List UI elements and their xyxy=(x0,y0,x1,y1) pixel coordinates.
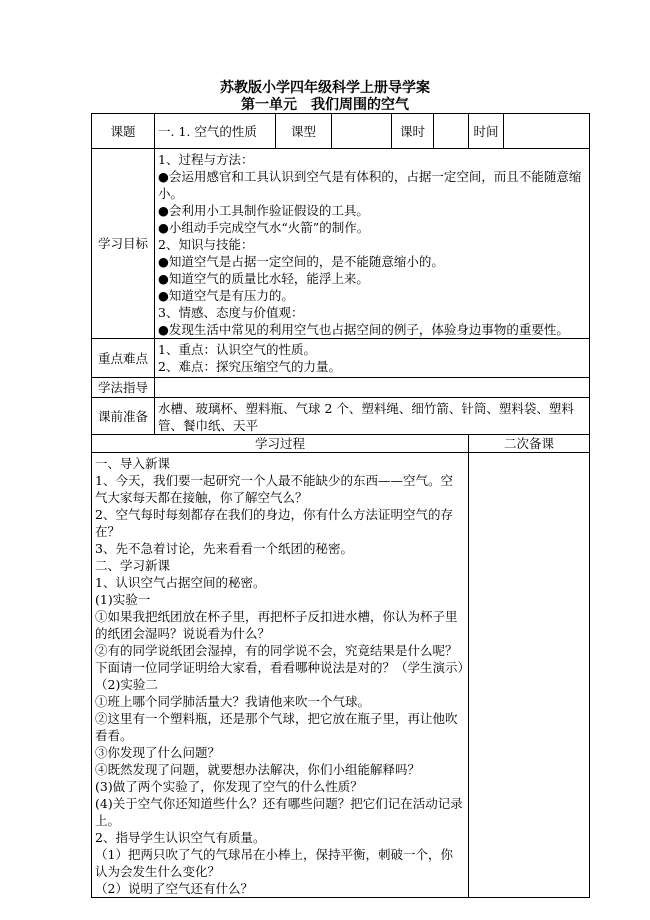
process-line: 一、导入新课 xyxy=(95,456,171,471)
process-header: 学习过程 xyxy=(92,435,469,453)
period-label: 课时 xyxy=(392,114,434,149)
process-line: (1)实验一 xyxy=(95,592,151,607)
period-value xyxy=(434,114,469,149)
goals-line: 3、情感、态度与价值观： xyxy=(158,305,304,320)
process-line: 二、学习新课 xyxy=(95,558,171,573)
lesson-info-row xyxy=(92,114,590,149)
process-line: 2、指导学生认识空气有质量。 xyxy=(95,830,266,845)
goals-label: 学习目标 xyxy=(92,149,155,339)
goals-line: ●小组动手完成空气水“火箭”的制作。 xyxy=(158,220,370,235)
process-line: 2、空气每时每刻都存在我们的身边，你有什么方法证明空气的存在？ xyxy=(95,507,453,539)
process-line: （2）说明了空气还有什么？ xyxy=(95,881,253,896)
time-label: 时间 xyxy=(469,114,504,149)
goals-line: ●知道空气是占据一定空间的，是不能随意缩小的。 xyxy=(158,254,444,269)
goals-line: ●会运用感官和工具认识到空气是有体积的，占据一定空间，而且不能随意缩小。 xyxy=(158,169,582,201)
method-row xyxy=(92,378,590,398)
method-label: 学法指导 xyxy=(92,378,155,398)
keypoints-row xyxy=(92,339,590,378)
process-line: ②这里有一个塑料瓶，还是那个气球，把它放在瓶子里，再让他吹看看。 xyxy=(95,711,458,743)
goals-line: 2、知识与技能： xyxy=(158,237,254,252)
second-prep-header: 二次备课 xyxy=(469,435,590,453)
process-line: ①如果我把纸团放在杯子里，再把杯子反扣进水槽，你认为杯子里的纸团会湿吗？说说看为什么？ xyxy=(95,609,458,641)
prep-label: 课前准备 xyxy=(92,398,155,435)
keypoint-line: 1、重点：认识空气的性质。 xyxy=(158,342,316,357)
prep-row xyxy=(92,398,590,435)
topic-label: 课题 xyxy=(92,114,155,149)
process-content-row xyxy=(92,453,590,898)
goals-line: ●发现生活中常见的利用空气也占据空间的例子，体验身边事物的重要性。 xyxy=(158,322,569,337)
process-line: ①班上哪个同学肺活量大？我请他来吹一个气球。 xyxy=(95,694,371,709)
process-line: 3、先不急着讨论，先来看看一个纸团的秘密。 xyxy=(95,541,353,556)
process-line: （1）把两只吹了气的气球吊在小棒上，保持平衡，刺破一个，你认为会发生什么变化？ xyxy=(95,847,453,879)
process-line: （2)实验二 xyxy=(95,677,158,692)
goals-line: ●知道空气的质量比水轻，能浮上来。 xyxy=(158,271,369,286)
process-line: ③你发现了什么问题？ xyxy=(95,745,221,760)
goals-line: 1、过程与方法： xyxy=(158,152,254,167)
process-line: 1、认识空气占据空间的秘密。 xyxy=(95,575,266,590)
lesson-type-value xyxy=(332,114,392,149)
keypoints-label: 重点难点 xyxy=(92,339,155,378)
lesson-plan-table xyxy=(91,113,590,898)
prep-value: 水槽、玻璃杯、塑料瓶、气球 2 个、塑料绳、细竹箭、针筒、塑料袋、塑料管、餐巾纸、天平 xyxy=(155,398,590,435)
keypoint-line: 2、难点：探究压缩空气的力量。 xyxy=(158,359,341,374)
process-content xyxy=(92,453,469,898)
goals-line: ●知道空气是有压力的。 xyxy=(158,288,294,303)
topic-value: 一. 1. 空气的性质 xyxy=(155,114,276,149)
goals-row xyxy=(92,149,590,339)
process-line: (4)关于空气你还知道些什么？还有哪些问题？把它们记在活动记录上。 xyxy=(95,796,463,828)
method-value xyxy=(155,378,590,398)
goals-line: ●会利用小工具制作验证假设的工具。 xyxy=(158,203,369,218)
process-line: ④既然发现了问题，就要想办法解决，你们小组能解释吗？ xyxy=(95,762,421,777)
process-line: 1、今天，我们要一起研究一个人最不能缺少的东西——空气。空气大家每天都在接触，你了解空气么？ xyxy=(95,473,453,505)
process-line: ②有的同学说纸团会湿掉，有的同学说不会，究竟结果是什么呢？下面请一位同学证明给大家看，看看哪种说法是对的？（学生演示） xyxy=(95,643,471,675)
unit-subtitle: 第一单元 我们周围的空气 xyxy=(241,97,409,113)
process-line: (3)做了两个实验了，你发现了空气的什么性质？ xyxy=(95,779,363,794)
time-value xyxy=(504,114,590,149)
goals-content xyxy=(155,149,590,339)
second-prep-content xyxy=(469,453,590,898)
process-header-row xyxy=(92,435,590,453)
lesson-type-label: 课型 xyxy=(276,114,332,149)
keypoints-content xyxy=(155,339,590,378)
document-title: 苏教版小学四年级科学上册导学案 xyxy=(220,80,430,96)
